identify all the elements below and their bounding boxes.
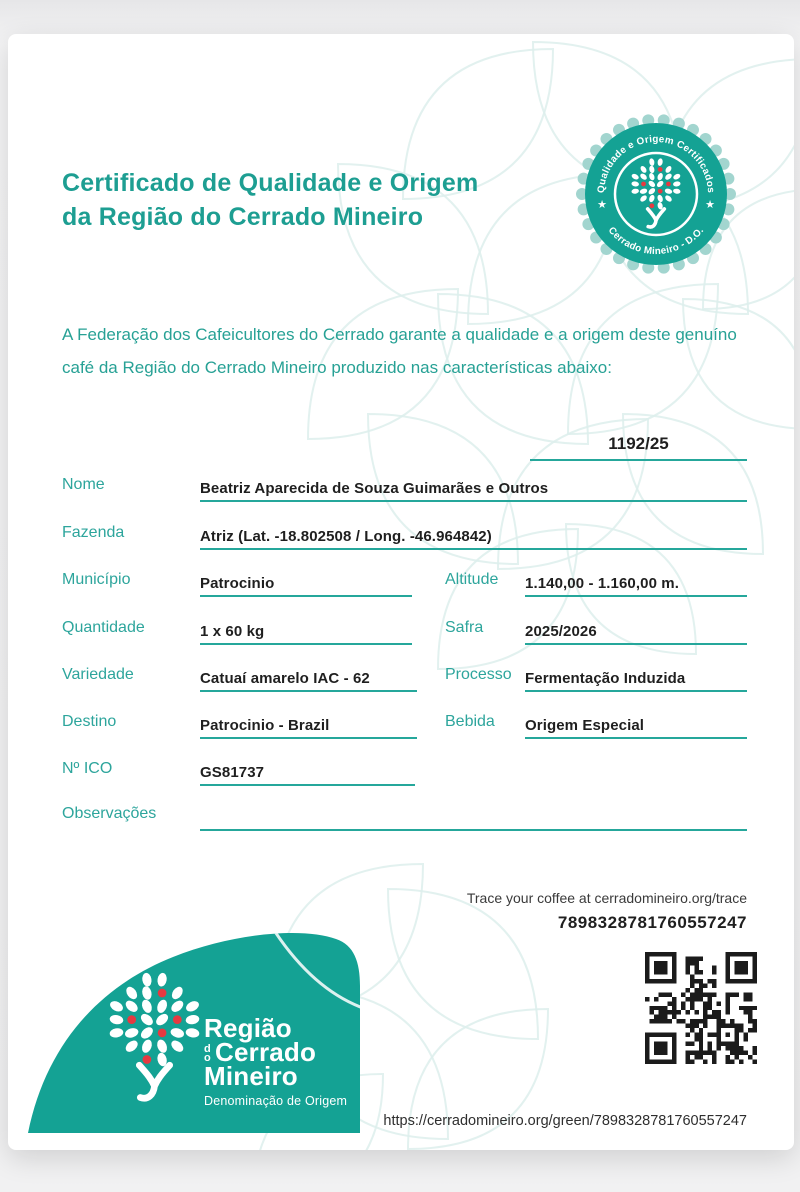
field-label-altitude: Altitude	[445, 571, 499, 588]
field-value-processo: Fermentação Induzida	[525, 670, 686, 687]
field-fazenda	[200, 519, 747, 550]
field-value-safra: 2025/2026	[525, 623, 597, 640]
field-value-bebida: Origem Especial	[525, 717, 645, 734]
field-label-nome: Nome	[62, 476, 105, 493]
certificate-number: 1192/25	[530, 428, 747, 461]
logo-line-2: Cerrado	[215, 1037, 317, 1067]
field-value-altitude: 1.140,00 - 1.160,00 m.	[525, 575, 679, 592]
field-quantidade	[200, 614, 412, 645]
logo-line-1: Região	[204, 1013, 292, 1043]
seal-star-left-icon: ★	[597, 199, 607, 211]
field-nome	[200, 471, 747, 502]
field-safra	[525, 614, 747, 645]
field-destino	[200, 708, 417, 739]
qr-code	[645, 952, 757, 1064]
certificate-page	[8, 34, 794, 1150]
field-value-fazenda: Atriz (Lat. -18.802508 / Long. -46.964842)	[200, 528, 492, 545]
field-observacoes	[200, 800, 747, 831]
seal-star-right-icon: ★	[705, 199, 715, 211]
field-value-variedade: Catuaí amarelo IAC - 62	[200, 670, 370, 687]
logo-word-do: do	[204, 1043, 211, 1064]
page-title	[62, 166, 478, 234]
field-label-safra: Safra	[445, 619, 484, 636]
field-value-destino: Patrocinio - Brazil	[200, 717, 330, 734]
title-line-1: Certificado de Qualidade e Origem	[62, 169, 479, 197]
barcode-number: 7898328781760557247	[557, 913, 747, 932]
field-label-municipio: Município	[62, 571, 131, 588]
field-value-quantidade: 1 x 60 kg	[200, 623, 265, 640]
logo-line-3: Mineiro	[204, 1061, 298, 1091]
logo-subtitle: Denominação de Origem	[204, 1094, 348, 1108]
field-label-quantidade: Quantidade	[62, 619, 145, 636]
field-label-observacoes: Observações	[62, 805, 157, 822]
field-label-destino: Destino	[62, 713, 117, 730]
field-value-nome: Beatriz Aparecida de Souza Guimarães e Outros	[200, 480, 549, 497]
field-label-bebida: Bebida	[445, 713, 495, 730]
field-altitude	[525, 566, 747, 597]
field-bebida	[525, 708, 747, 739]
field-value-municipio: Patrocinio	[200, 575, 275, 592]
field-processo	[525, 661, 747, 692]
intro-paragraph: A Federação dos Cafeicultores do Cerrado garante a qualidade e a origem deste genuíno café da Região do Cerrado Mineiro produzido nas características abaixo:	[62, 325, 737, 377]
verification-url: https://cerradomineiro.org/green/7898328781760557247	[383, 1113, 747, 1129]
field-label-fazenda: Fazenda	[62, 524, 125, 541]
title-line-2: da Região do Cerrado Mineiro	[62, 203, 424, 231]
field-value-ico: GS81737	[200, 764, 265, 781]
field-label-processo: Processo	[445, 666, 512, 683]
field-label-ico: Nº ICO	[62, 760, 113, 777]
logo-wordmark	[204, 1013, 348, 1108]
seal-top-text: Qualidade e Origem Certificados	[595, 133, 717, 194]
field-variedade	[200, 661, 417, 692]
field-label-variedade: Variedade	[62, 666, 134, 683]
seal-bottom-text: Cerrado Mineiro - D.O.	[605, 225, 707, 258]
field-ico	[200, 755, 415, 786]
field-municipio	[200, 566, 412, 597]
trace-text: Trace your coffee at cerradomineiro.org/trace	[466, 890, 747, 906]
